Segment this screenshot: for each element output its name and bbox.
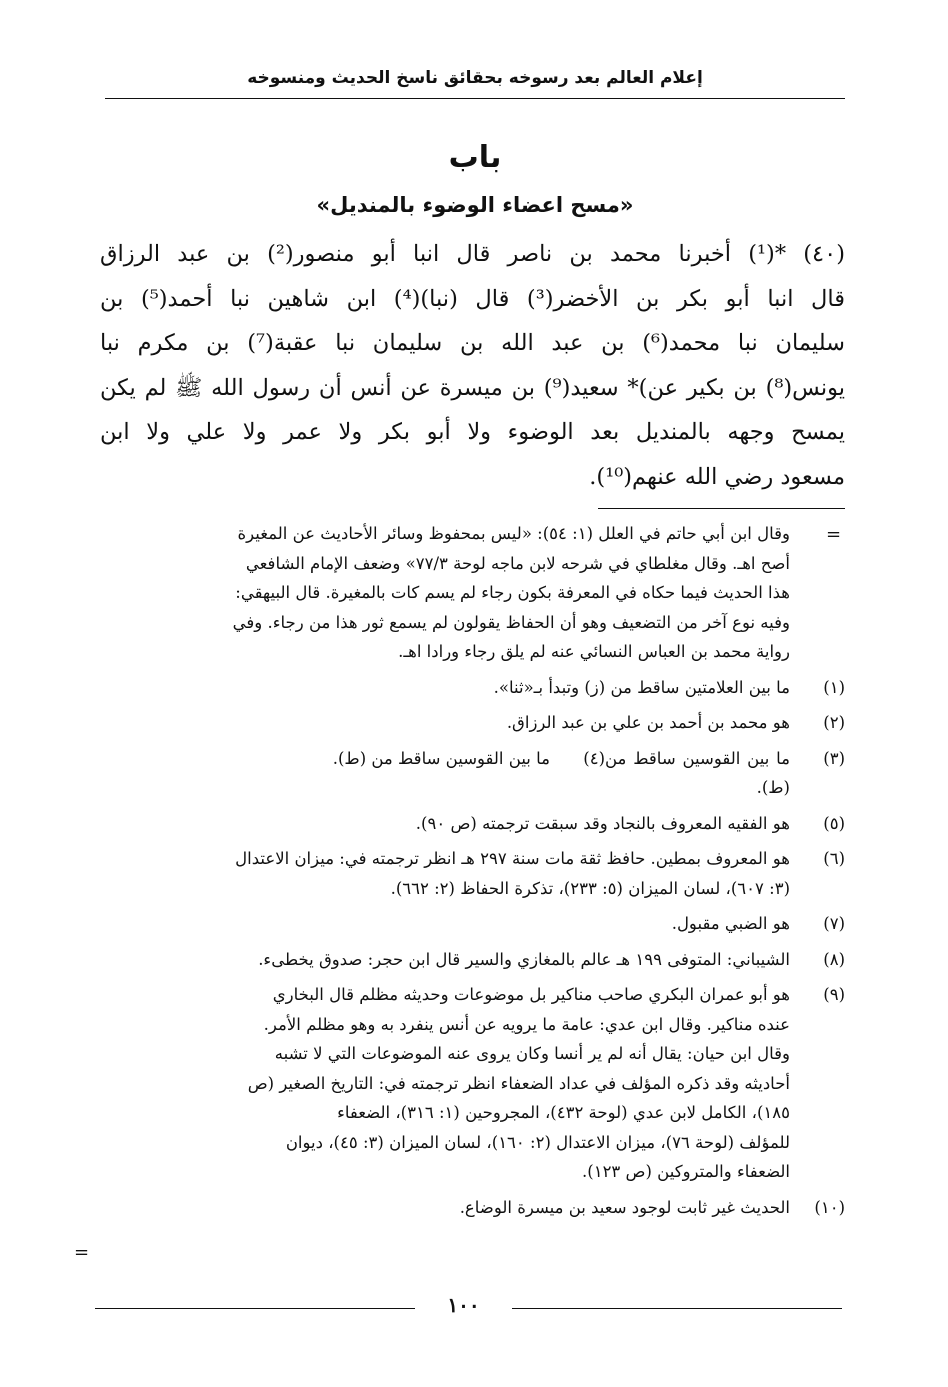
footnotes [95,519,845,1228]
footnote-line: أحاديثه وقد ذكره المؤلف في عداد الضعفاء انظر ترجمته في: التاريخ الصغير (ص [247,1073,790,1093]
footnote-separator [598,508,845,509]
footnote-6 [95,844,845,903]
footnote-line: وقال ابن أبي حاتم في العلل (١: ٥٤): «ليس بمحفوظ وسائر الأحاديث عن المغيرة [237,524,790,543]
footnote-7 [95,909,845,939]
footnote-number: (٧) [823,914,845,933]
continuation-marker: = [826,524,842,545]
footnote-text: هو محمد بن أحمد بن علي بن عبد الرزاق. [506,713,790,732]
footnote-number: (٢) [823,713,845,732]
footnote-line: للمؤلف (لوحة ٧٦)، ميزان الاعتدال (٢: ١٦٠)، لسان الميزان (٣: ٤٥)، ديوان [285,1132,790,1152]
footnote-line: عنده مناكير. وقال ابن عدي: عامة ما يرويه عن أنس ينفرد به وهو مظلم الأمر. [263,1014,790,1034]
footnote-text: ما بين القوسين ساقط من (ط). [332,748,550,768]
footnote-2 [95,708,845,738]
footnote-text: هو الفقيه المعروف بالنجاد وقد سبقت ترجمته (ص ٩٠). [415,813,790,833]
footnote-line: ١٨٥)، الكامل لابن عدي (لوحة ٤٣٢)، المجروحين (١: ٣١٦)، الضعفاء [337,1103,790,1122]
footnote-number: (٣) [823,748,845,768]
footnote-line: رواية محمد بن العباس النسائي عنه لم يلق رجاء ورادا اهـ. [398,642,790,661]
footnote-9 [95,980,845,1187]
footer-rule-left [95,1308,415,1309]
page-number: ١٠٠ [447,1293,480,1317]
footnote-line: أصح اهـ. وقال مغلطاي في شرحه لابن ماجه لوحة ٧٧/٣» وضعف الإمام الشافعي [245,553,790,573]
footnote-8 [95,945,845,975]
chapter-subtitle: «مسح اعضاء الوضوء بالمنديل» [316,193,634,217]
footnote-5 [95,809,845,839]
hadith-text [100,232,845,499]
footnote-text: ما بين القوسين ساقط من (ط). [605,748,790,797]
hadith-line: قال انبا أبو بكر بن الأخضر(³) قال (نبا)(⁴) ابن شاهين نبا أحمد(⁵) بن [100,285,845,312]
footnote-line: وفيه نوع آخر من التضعيف وهو أن الحفاظ يقولون لم يسمع ثور هذا من رجاء. وفي [232,612,790,632]
footnote-line: هو أبو عمران البكري صاحب مناكير بل موضوعات وحديثه مظلم قال البخاري [272,985,790,1004]
footnote-number: (٥) [823,813,845,833]
hadith-line: سليمان نبا محمد(⁶) بن عبد الله بن سليمان نبا عقبة(⁷) بن مكرم نبا [100,330,845,356]
footnote-number: (٨) [823,949,845,969]
footnote-continuation [95,519,845,667]
footnote-number: (١) [823,677,845,697]
footnote-10 [95,1193,845,1223]
footnote-number: (١٠) [814,1197,845,1217]
footnote-number: (٦) [823,849,845,868]
footnote-text: الشيباني: المتوفى ١٩٩ هـ عالم بالمغازي والسير قال ابن حجر: صدوق يخطىء. [258,949,790,969]
hadith-line: (٤٠) *(¹) أخبرنا محمد بن ناصر قال انبا أبو منصور(²) بن عبد الرزاق [100,241,845,267]
footnote-text: هو الضبي مقبول. [671,914,790,933]
footnote-text: الحديث غير ثابت لوجود سعيد بن ميسرة الوضاع. [459,1197,790,1217]
footnote-line: الضعفاء والمتروكين (ص ١٢٣). [582,1162,790,1181]
footnote-1 [95,673,845,703]
hadith-line: يمسح وجهه بالمنديل بعد الوضوء ولا أبو بكر ولا عمر ولا علي ولا ابن [100,419,845,445]
footer-rule-right [512,1308,842,1309]
running-header: إعلام العالم بعد رسوخه بحقائق ناسخ الحديث ومنسوخه [247,68,703,88]
continuation-marker-end: = [74,1242,90,1263]
header-rule [105,98,845,99]
footnote-line: هو المعروف بمطين. حافظ ثقة مات سنة ٢٩٧ هـ انظر ترجمته في: ميزان الاعتدال [235,849,790,868]
footnote-line: هذا الحديث فيما حكاه في المعرفة بكون رجاء لم يسم كات بالمغيرة. قال البيهقي: [235,583,790,602]
footnote-text: ما بين العلامتين ساقط من (ز) وتبدأ بـ«ثنا». [493,677,790,697]
hadith-line: مسعود رضي الله عنهم(¹⁰). [589,463,845,490]
footnote-line: (٣: ٦٠٧)، لسان الميزان (٥: ٢٣٣)، تذكرة الحفاظ (٢: ٦٦٢). [390,878,790,898]
footnote-3-4 [95,744,845,803]
footnote-number: (٤) [583,748,605,768]
chapter-title: باب [448,140,502,175]
footnote-line: وقال ابن حيان: يقال أنه لم ير أنسا وكان يروى عنه الموضوعات التي لا تشبه [274,1044,790,1063]
footnote-number: (٩) [823,985,845,1004]
hadith-line: يونس(⁸) بن بكير عن)* سعيد(⁹) بن ميسرة عن أنس أن رسول الله ﷺ لم يكن [100,374,845,401]
